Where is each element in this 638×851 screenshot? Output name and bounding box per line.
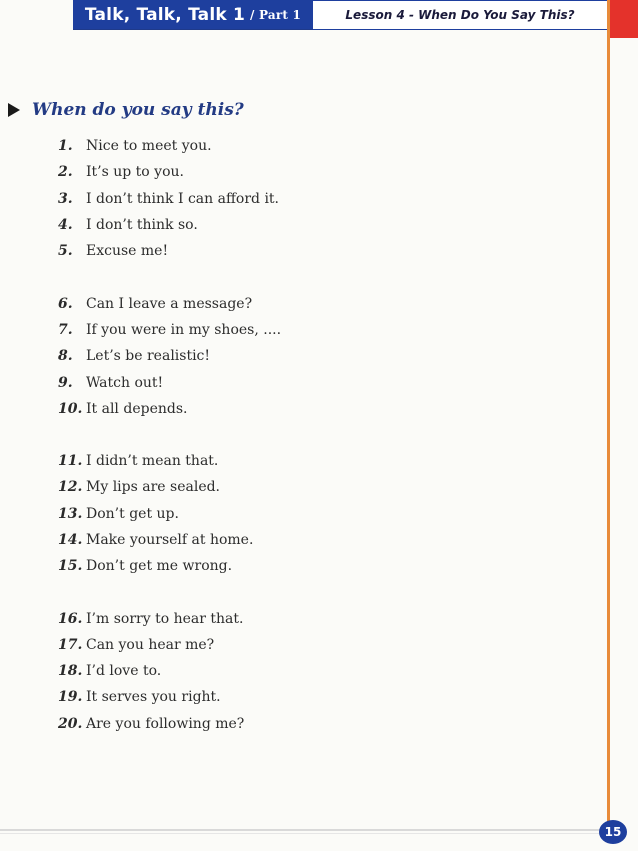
item-number: 12. [58, 479, 83, 496]
item-text: Don’t get me wrong. [86, 558, 233, 575]
book-title: Talk, Talk, Talk 1 [84, 4, 246, 25]
item-text: Don’t get up. [86, 505, 179, 522]
item-number: 13. [58, 505, 83, 522]
page-header [73, 0, 608, 30]
item-number: 10. [58, 400, 83, 417]
footer-rule [0, 829, 600, 831]
item-text: If you were in my shoes, .... [86, 321, 282, 338]
margin-line [607, 0, 610, 825]
item-number: 8. [58, 348, 73, 365]
page-number-badge: 15 [599, 820, 627, 844]
item-text: I’m sorry to hear that. [86, 610, 244, 627]
list-item [58, 474, 281, 500]
item-number: 5. [58, 243, 73, 260]
phrase-list [58, 133, 281, 737]
item-number: 2. [58, 164, 73, 181]
item-text: Watch out! [86, 374, 164, 391]
item-text: I don’t think so. [86, 217, 198, 234]
item-number: 18. [58, 663, 83, 680]
item-number: 6. [58, 295, 73, 312]
item-text: I don’t think I can afford it. [86, 190, 279, 207]
item-number: 19. [58, 689, 83, 706]
red-corner-tab [608, 0, 638, 38]
book-title-banner [73, 0, 313, 29]
item-text: It’s up to you. [86, 164, 184, 181]
part-label: / Part 1 [250, 7, 302, 22]
item-number: 17. [58, 636, 83, 653]
list-item [58, 553, 281, 579]
list-item [58, 159, 281, 185]
item-text: Can you hear me? [86, 636, 215, 653]
list-item [58, 632, 281, 658]
footer-rule-secondary [0, 833, 600, 834]
item-number: 4. [58, 217, 73, 234]
list-item [58, 212, 281, 238]
list-item [58, 238, 281, 264]
item-text: Excuse me! [86, 243, 169, 260]
list-item [58, 527, 281, 553]
item-number: 11. [58, 453, 83, 470]
item-text: I’d love to. [86, 663, 162, 680]
list-item [58, 711, 281, 737]
item-text: Make yourself at home. [86, 532, 254, 548]
item-number: 16. [58, 610, 83, 627]
item-number: 9. [58, 374, 73, 391]
play-arrow-icon [8, 103, 20, 117]
list-item [58, 343, 281, 369]
list-item [58, 684, 281, 710]
list-item [58, 448, 281, 474]
item-text: My lips are sealed. [86, 479, 221, 496]
item-text: Can I leave a message? [86, 295, 253, 312]
lesson-title: Lesson 4 - When Do You Say This? [313, 0, 608, 30]
item-text: I didn’t mean that. [86, 453, 219, 470]
list-item [58, 186, 281, 212]
item-number: 3. [58, 190, 73, 207]
list-item [58, 317, 281, 343]
item-text: It serves you right. [86, 689, 221, 706]
list-item [58, 658, 281, 684]
list-item [58, 369, 281, 395]
item-number: 14. [58, 532, 83, 548]
section-heading-text: When do you say this? [32, 100, 244, 120]
item-text: It all depends. [86, 400, 188, 417]
section-heading [8, 100, 244, 120]
item-text: Let’s be realistic! [86, 348, 211, 365]
list-item [58, 133, 281, 159]
item-text: Are you following me? [86, 715, 245, 732]
item-number: 7. [58, 321, 73, 338]
list-item [58, 605, 281, 631]
item-number: 15. [58, 558, 83, 575]
item-number: 1. [58, 138, 73, 155]
item-text: Nice to meet you. [86, 138, 212, 155]
list-item [58, 396, 281, 422]
item-number: 20. [58, 715, 83, 732]
list-item [58, 290, 281, 316]
list-item [58, 501, 281, 527]
